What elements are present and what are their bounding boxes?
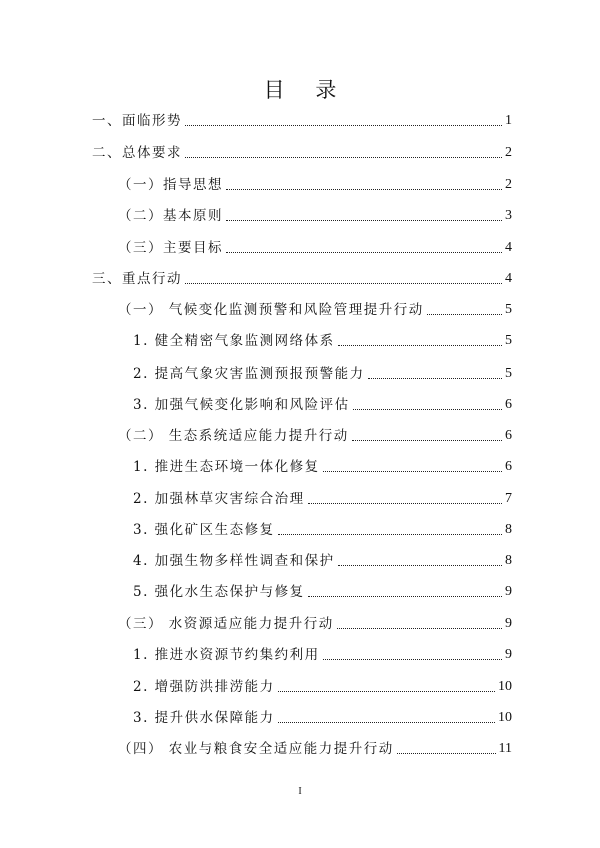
toc-entry-text: 二、总体要求 [92,145,182,161]
toc-entry-text: 2. 提高气象灾害监测预报预警能力 [133,366,365,382]
toc-entry-page: 4 [505,271,512,286]
toc-entry-item[interactable] [133,489,512,509]
toc-entry-text: （二）基本原则 [118,208,223,224]
toc-entry-item[interactable] [133,582,512,602]
toc-entry-page: 5 [505,302,512,317]
toc-entry-text: 1. 推进水资源节约集约利用 [133,647,320,663]
toc-entry-section-3[interactable] [92,269,512,289]
toc-entry-page: 2 [505,145,512,160]
toc-entry-section-1[interactable] [92,111,512,131]
toc-entry-text: 3. 加强气候变化影响和风险评估 [133,397,350,413]
page-number: I [298,786,302,797]
toc-entry-item[interactable] [133,331,512,351]
toc-entry-text: 1. 健全精密气象监测网络体系 [133,333,335,349]
toc-entry-text: （三）主要目标 [118,240,223,256]
toc-entry-page: 6 [505,428,512,443]
toc-entry-text: （四） 农业与粮食安全适应能力提升行动 [118,741,394,757]
dot-leader [185,124,502,126]
dot-leader [226,219,502,221]
toc-entry-text: 3. 提升供水保障能力 [133,710,275,726]
toc-entry-text: 1. 推进生态环境一体化修复 [133,459,320,475]
dot-leader [353,408,502,410]
toc-entry-subsection[interactable] [118,238,512,258]
dot-leader [352,439,502,441]
toc-entry-subsection[interactable] [118,614,512,634]
toc-entry-text: 一、面临形势 [92,113,182,129]
toc-entry-item[interactable] [133,395,512,415]
dot-leader [323,470,502,472]
toc-entry-text: 4. 加强生物多样性调查和保护 [133,553,335,569]
toc-entry-page: 7 [505,491,512,506]
dot-leader [308,502,502,504]
toc-entry-page: 2 [505,177,512,192]
toc-entry-page: 6 [505,459,512,474]
toc-entry-item[interactable] [133,520,512,540]
toc-entry-text: （三） 水资源适应能力提升行动 [118,616,334,632]
dot-leader [323,658,502,660]
dot-leader [338,344,502,346]
toc-entry-page: 10 [498,710,512,725]
dot-leader [397,752,496,754]
toc-entry-text: 三、重点行动 [92,271,182,287]
toc-entry-page: 1 [505,113,512,128]
toc-entry-subsection[interactable] [118,739,512,759]
toc-entry-subsection[interactable] [118,175,512,195]
toc-entry-page: 8 [505,553,512,568]
toc-entry-item[interactable] [133,708,512,728]
dot-leader [368,377,502,379]
toc-entry-section-2[interactable] [92,143,512,163]
toc-entry-page: 8 [505,522,512,537]
dot-leader [185,156,502,158]
toc-entry-item[interactable] [133,551,512,571]
toc-entry-subsection[interactable] [118,300,512,320]
toc-entry-item[interactable] [133,364,512,384]
toc-entry-subsection[interactable] [118,206,512,226]
dot-leader [337,627,502,629]
toc-entry-text: 2. 增强防洪排涝能力 [133,679,275,695]
toc-entry-page: 9 [505,616,512,631]
toc-entry-page: 9 [505,584,512,599]
dot-leader [278,721,495,723]
toc-entry-page: 4 [505,240,512,255]
toc-entry-page: 3 [505,208,512,223]
toc-entry-page: 5 [505,366,512,381]
toc-entry-page: 11 [498,741,512,756]
dot-leader [427,313,502,315]
dot-leader [338,564,502,566]
toc-entry-item[interactable] [133,677,512,697]
toc-entry-text: 2. 加强林草灾害综合治理 [133,491,305,507]
toc-entry-page: 5 [505,333,512,348]
toc-entry-page: 9 [505,647,512,662]
toc-entry-page: 10 [498,679,512,694]
toc-entry-text: 3. 强化矿区生态修复 [133,522,275,538]
toc-title: 目 录 [263,78,349,102]
dot-leader [226,188,502,190]
dot-leader [226,251,502,253]
toc-entry-page: 6 [505,397,512,412]
toc-entry-item[interactable] [133,645,512,665]
dot-leader [278,533,502,535]
toc-entry-text: 5. 强化水生态保护与修复 [133,584,305,600]
toc-entry-subsection[interactable] [118,426,512,446]
toc-entry-item[interactable] [133,457,512,477]
dot-leader [185,282,502,284]
toc-entry-text: （一） 气候变化监测预警和风险管理提升行动 [118,302,424,318]
toc-entry-text: （一）指导思想 [118,177,223,193]
dot-leader [308,595,502,597]
toc-entry-text: （二） 生态系统适应能力提升行动 [118,428,349,444]
dot-leader [278,690,495,692]
